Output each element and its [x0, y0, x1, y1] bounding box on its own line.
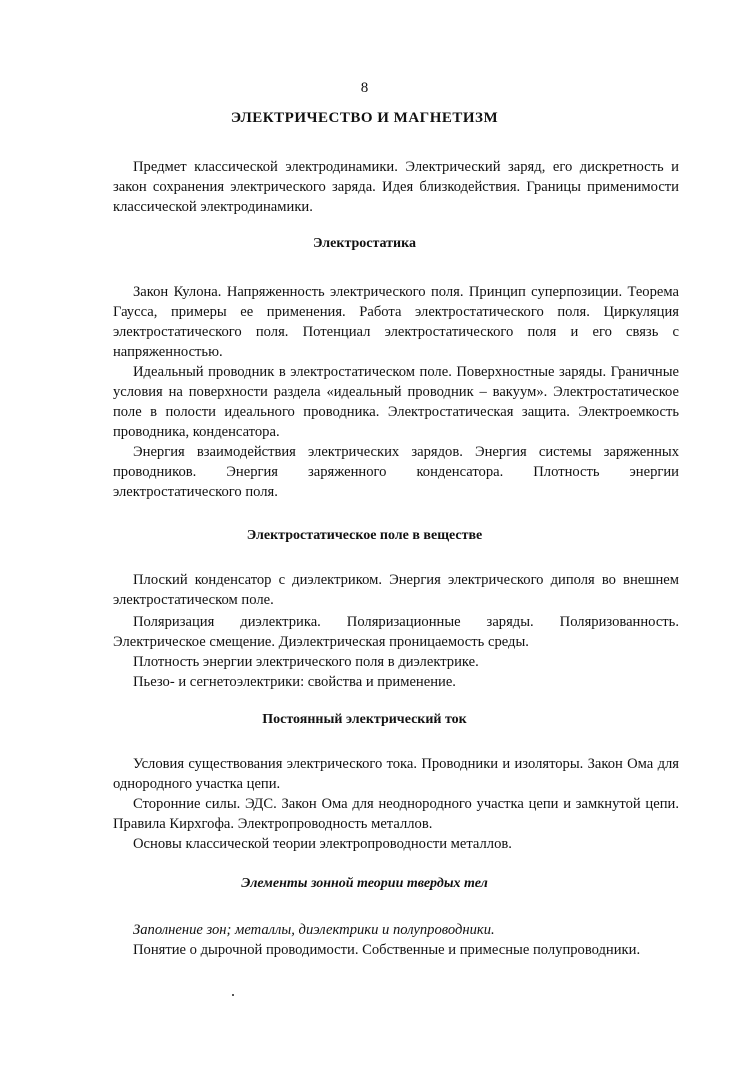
dielectrics-paragraph-4: Пьезо- и сегнетоэлектрики: свойства и применение. — [133, 674, 456, 690]
document-title: ЭЛЕКТРИЧЕСТВО И МАГНЕТИЗМ — [230, 110, 499, 126]
scan-speck — [232, 994, 234, 996]
band-theory-paragraph-1: Заполнение зон; металлы, диэлектрики и полупроводники. — [133, 922, 495, 938]
section-title-band-theory: Элементы зонной теории твердых тел — [241, 876, 488, 891]
dielectrics-paragraph-2: Поляризация диэлектрика. Поляризационные заряды. Поляризованность. Электрическое смещение. Диэлектрическая проницаемость среды. — [113, 614, 679, 650]
band-theory-paragraph-2: Понятие о дырочной проводимости. Собственные и примесные полупроводники. — [133, 942, 641, 958]
current-paragraph-2: Сторонние силы. ЭДС. Закон Ома для неоднородного участка цепи и замкнутой цепи. Правила Кирхгофа. Электропроводность металлов. — [113, 796, 679, 832]
section-title-electrostatics: Электростатика — [313, 236, 416, 251]
electrostatics-paragraph-3: Энергия взаимодействия электрических зарядов. Энергия системы заряженных проводников. Энергия заряженного конденсатора. Плотность энергии электростатического поля. — [113, 444, 679, 500]
electrostatics-paragraph-1: Закон Кулона. Напряженность электрического поля. Принцип суперпозиции. Теорема Гаусса, примеры ее применения. Работа электростатического поля. Циркуляция электростатического поля. Потенциал электростатического поля и его связь с напряженностью. — [113, 284, 679, 360]
current-paragraph-3: Основы классической теории электропроводности металлов. — [133, 836, 512, 852]
section-title-direct-current: Постоянный электрический ток — [262, 712, 467, 727]
section-title-dielectrics: Электростатическое поле в веществе — [246, 528, 483, 543]
page-number: 8 — [360, 80, 369, 96]
dielectrics-paragraph-3: Плотность энергии электрического поля в диэлектрике. — [133, 654, 479, 670]
electrostatics-paragraph-2: Идеальный проводник в электростатическом поле. Поверхностные заряды. Граничные условия на поверхности раздела «идеальный проводник – вакуум». Электростатическое поле в полости идеального проводника. Электростатическая защита. Электроемкость проводника, конденсатора. — [113, 364, 679, 440]
dielectrics-paragraph-1: Плоский конденсатор с диэлектриком. Энергия электрического диполя во внешнем электростатическом поле. — [113, 572, 679, 608]
intro-paragraph: Предмет классической электродинамики. Электрический заряд, его дискретность и закон сохранения электрического заряда. Идея близкодействия. Границы применимости классической электродинамики. — [113, 159, 679, 215]
current-paragraph-1: Условия существования электрического тока. Проводники и изоляторы. Закон Ома для однородного участка цепи. — [113, 756, 679, 792]
